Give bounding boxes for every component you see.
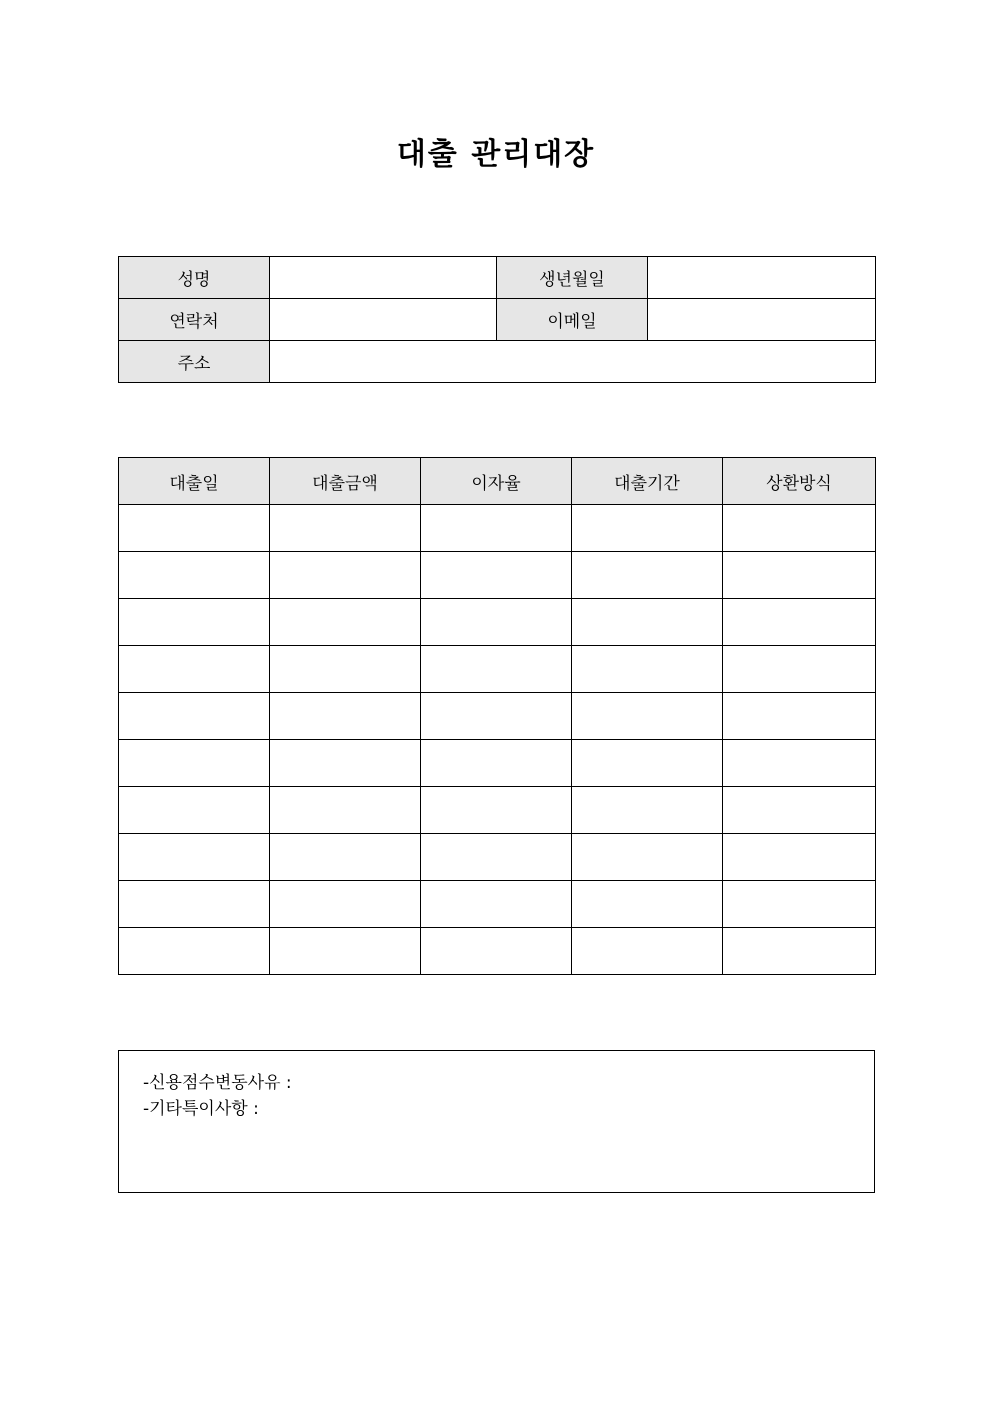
- interest-rate-cell[interactable]: [421, 552, 572, 599]
- repayment-method-cell[interactable]: [723, 881, 876, 928]
- table-row: [119, 834, 876, 881]
- name-label: 성명: [119, 257, 270, 299]
- interest-rate-cell[interactable]: [421, 599, 572, 646]
- table-row: [119, 928, 876, 975]
- interest-rate-cell[interactable]: [421, 928, 572, 975]
- interest-rate-cell[interactable]: [421, 505, 572, 552]
- repayment-method-cell[interactable]: [723, 740, 876, 787]
- info-row-contact-email: [119, 299, 876, 341]
- address-field[interactable]: [270, 341, 876, 383]
- info-row-name-birth: [119, 257, 876, 299]
- loan-amount-cell[interactable]: [270, 646, 421, 693]
- loan-date-cell[interactable]: [119, 646, 270, 693]
- loan-amount-cell[interactable]: [270, 834, 421, 881]
- loan-date-cell[interactable]: [119, 693, 270, 740]
- loan-amount-cell[interactable]: [270, 928, 421, 975]
- repayment-method-cell[interactable]: [723, 505, 876, 552]
- loan-period-cell[interactable]: [572, 740, 723, 787]
- table-row: [119, 740, 876, 787]
- birthdate-field[interactable]: [648, 257, 876, 299]
- loan-amount-cell[interactable]: [270, 693, 421, 740]
- header-loan-amount: 대출금액: [270, 458, 421, 505]
- interest-rate-cell[interactable]: [421, 693, 572, 740]
- email-field[interactable]: [648, 299, 876, 341]
- header-loan-date: 대출일: [119, 458, 270, 505]
- page-title: 대출 관리대장: [396, 137, 596, 172]
- repayment-method-cell[interactable]: [723, 646, 876, 693]
- repayment-method-cell[interactable]: [723, 599, 876, 646]
- loan-date-cell[interactable]: [119, 552, 270, 599]
- interest-rate-cell[interactable]: [421, 646, 572, 693]
- loan-period-cell[interactable]: [572, 693, 723, 740]
- header-interest-rate: 이자율: [421, 458, 572, 505]
- other-remarks-note[interactable]: -기타특이사항 :: [143, 1099, 259, 1119]
- loan-amount-cell[interactable]: [270, 552, 421, 599]
- loan-date-cell[interactable]: [119, 834, 270, 881]
- table-row: [119, 599, 876, 646]
- loan-date-cell[interactable]: [119, 740, 270, 787]
- loan-record-table: [118, 457, 876, 975]
- loan-period-cell[interactable]: [572, 834, 723, 881]
- table-row: [119, 505, 876, 552]
- loan-amount-cell[interactable]: [270, 505, 421, 552]
- loan-amount-cell[interactable]: [270, 881, 421, 928]
- notes-box: [118, 1050, 875, 1193]
- loan-period-cell[interactable]: [572, 787, 723, 834]
- table-row: [119, 787, 876, 834]
- loan-period-cell[interactable]: [572, 552, 723, 599]
- name-field[interactable]: [270, 257, 497, 299]
- loan-header-row: [119, 458, 876, 505]
- contact-field[interactable]: [270, 299, 497, 341]
- repayment-method-cell[interactable]: [723, 834, 876, 881]
- repayment-method-cell[interactable]: [723, 928, 876, 975]
- credit-score-reason-note[interactable]: -신용점수변동사유 :: [143, 1073, 292, 1093]
- loan-date-cell[interactable]: [119, 881, 270, 928]
- contact-label: 연락처: [119, 299, 270, 341]
- loan-period-cell[interactable]: [572, 646, 723, 693]
- repayment-method-cell[interactable]: [723, 693, 876, 740]
- table-row: [119, 881, 876, 928]
- personal-info-table: [118, 256, 876, 383]
- loan-period-cell[interactable]: [572, 928, 723, 975]
- loan-date-cell[interactable]: [119, 787, 270, 834]
- loan-table-body: [119, 505, 876, 975]
- loan-period-cell[interactable]: [572, 505, 723, 552]
- email-label: 이메일: [497, 299, 648, 341]
- interest-rate-cell[interactable]: [421, 740, 572, 787]
- birthdate-label: 생년월일: [497, 257, 648, 299]
- interest-rate-cell[interactable]: [421, 881, 572, 928]
- loan-amount-cell[interactable]: [270, 787, 421, 834]
- loan-amount-cell[interactable]: [270, 740, 421, 787]
- loan-period-cell[interactable]: [572, 599, 723, 646]
- table-row: [119, 646, 876, 693]
- info-row-address: [119, 341, 876, 383]
- loan-period-cell[interactable]: [572, 881, 723, 928]
- loan-date-cell[interactable]: [119, 599, 270, 646]
- interest-rate-cell[interactable]: [421, 834, 572, 881]
- interest-rate-cell[interactable]: [421, 787, 572, 834]
- loan-amount-cell[interactable]: [270, 599, 421, 646]
- repayment-method-cell[interactable]: [723, 787, 876, 834]
- loan-date-cell[interactable]: [119, 928, 270, 975]
- table-row: [119, 693, 876, 740]
- header-loan-period: 대출기간: [572, 458, 723, 505]
- repayment-method-cell[interactable]: [723, 552, 876, 599]
- table-row: [119, 552, 876, 599]
- header-repayment-method: 상환방식: [723, 458, 876, 505]
- loan-date-cell[interactable]: [119, 505, 270, 552]
- address-label: 주소: [119, 341, 270, 383]
